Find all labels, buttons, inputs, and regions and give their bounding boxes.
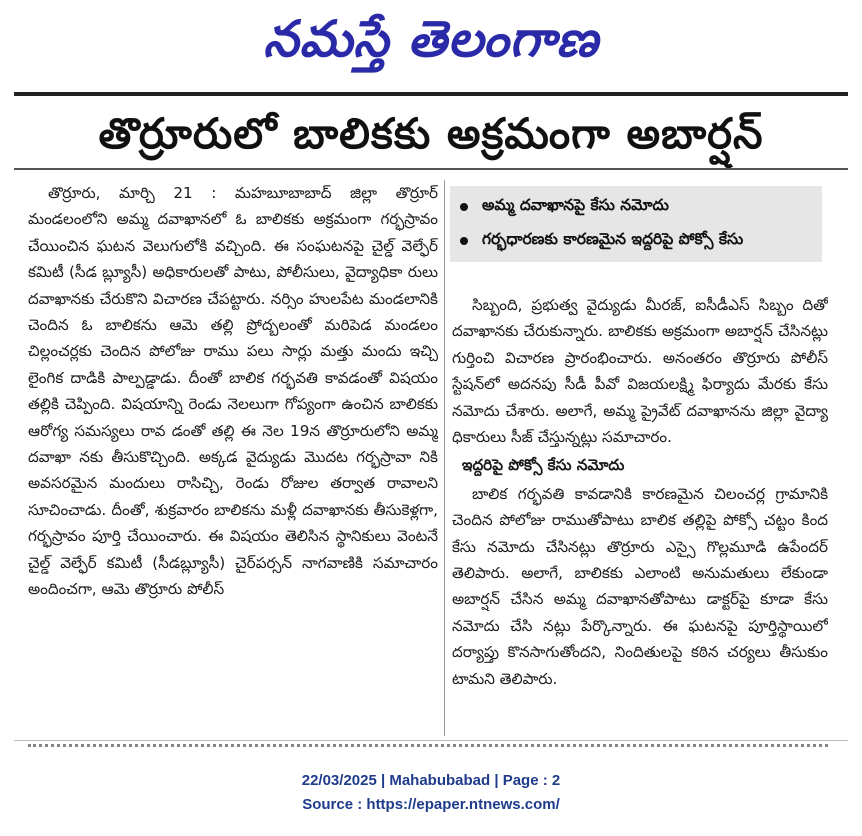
highlight-text: గర్భధారణకు కారణమైన ఇద్దరిపై పోక్సో కేసు	[482, 230, 744, 248]
bullet-icon	[460, 237, 468, 245]
highlight-item	[460, 224, 812, 258]
highlight-item	[460, 190, 812, 224]
highlight-text: అమ్మ దవాఖానపై కేసు నమోదు	[482, 196, 669, 214]
masthead-rule	[14, 92, 848, 96]
article-column-left	[28, 180, 438, 738]
bottom-rule	[14, 740, 848, 741]
footer-source: Source : https://epaper.ntnews.com/	[302, 796, 560, 813]
article-column-right	[452, 292, 828, 738]
article-subheading: ఇద్దరిపై పోక్సో కేసు నమోదు	[462, 456, 625, 475]
headline-rule	[14, 168, 848, 170]
article-paragraph-right-2: బాలిక గర్భవతి కావడానికి కారణమైన చిలంచర్ల గ్రామానికి చెందిన పోలోజు రాముతోపాటు బాలిక తల్లిపై పోక్సో చట్టం కింద కేసు నమోదు చేసినట్లు తొర్రూరు ఎస్సై గొల్లమూడి ఉపేందర్ తెలిపారు. అలాగే, బాలికకు ఎలాంటి అనుమతులు లేకుండా అబార్షన్ చేసిన అమ్మ దవాఖానతోపాటు డాక్టర్‌పై కూడా కేసు నమోదు చేసి నట్లు పేర్కొన్నారు. ఈ ఘటనపై పూర్తిస్థాయిలో దర్యాప్తు కొనసాగుతోందని, నిందితులపై కఠిన చర్యలు తీసుకుం టామని తెలిపారు.	[452, 484, 828, 688]
newspaper-masthead: నమస్తే తెలంగాణ	[263, 10, 599, 68]
clipped-next-article	[28, 744, 828, 754]
article-paragraph-left: తొర్రూరు, మార్చి 21 : మహబూబాబాద్ జిల్లా తొర్రూర్ మండలంలోని అమ్మ దవాఖానలో ఓ బాలికకు అక్రమంగా గర్భస్రావం చేయించిన ఘటన వెలుగులోకి వచ్చింది. ఈ సంఘటనపై చైల్డ్ వెల్ఫేర్ కమిటీ (సీడ బ్ల్యూసీ) అధికారులతో పాటు, పోలీసులు, వైద్యాధికా రులు దవాఖానకు చేరుకొని విచారణ చేపట్టారు. నర్సిం హులపేట మండలానికి చెందిన ఓ బాలికను ఆమె తల్లి ప్రోద్బలంతో మరిపెడ మండలం చిల్లంచర్లకు చెందిన పోలోజు రాము పలు సార్లు మత్తు మందు ఇచ్చి లైంగిక దాడికి పాల్పడ్డాడు. దీంతో బాలిక గర్భవతి కావడంతో విషయం తల్లికి చెప్పింది. విషయాన్ని రెండు నెలలుగా గోప్యంగా ఉంచిన బాలికకు ఆరోగ్య సమస్యలు రావ డంతో తల్లి ఈ నెల 19న తొర్రూరులోని అమ్మ దవాఖా నకు తీసుకొచ్చింది. అక్కడ వైద్యుడు మొదట గర్భస్రావా నికి అవసరమైన మందులు రాసిచ్చి, రెండు రోజుల తర్వాత రావాలని సూచించాడు. దీంతో, శుక్రవారం బాలికను మళ్లీ దవాఖానకు తీసుకెళ్లగా, గర్భస్రావం పూర్తి చేయించారు. ఈ విషయం తెలిసిన స్థానికులు వెంటనే చైల్డ్ వెల్ఫేర్ కమిటీ (సీడబ్ల్యూసీ) చైర్‌పర్సన్ నాగవాణికి సమాచారం అందించగా, ఆమె తొర్రూరు పోలీస్	[28, 184, 438, 599]
article-paragraph-right-1: సిబ్బంది, ప్రభుత్వ వైద్యుడు మీరజ్, ఐసీడీఎస్ సిబ్బం దితో దవాఖానకు చేరుకున్నారు. బాలికకు అక్రమంగా అబార్షన్ చేసినట్లు గుర్తించి విచారణ ప్రారంభించారు. అనంతరం తొర్రూరు పోలీస్ స్టేషన్‌లో అదనపు సీడీ పీవో విజయలక్ష్మి ఫిర్యాదు మేరకు కేసు నమోదు చేశారు. అలాగే, అమ్మ ప్రైవేట్ దవాఖానను జిల్లా వైద్యా ధికారులు సీజ్ చేస్తున్నట్లు సమాచారం.	[452, 296, 828, 447]
highlights-box	[450, 186, 822, 262]
bullet-icon	[460, 203, 468, 211]
footer-date-edition: 22/03/2025 | Mahabubabad | Page : 2	[301, 772, 561, 789]
column-divider	[444, 180, 445, 736]
article-headline: తొర్రూరులో బాలికకు అక్రమంగా అబార్షన్	[98, 109, 764, 158]
